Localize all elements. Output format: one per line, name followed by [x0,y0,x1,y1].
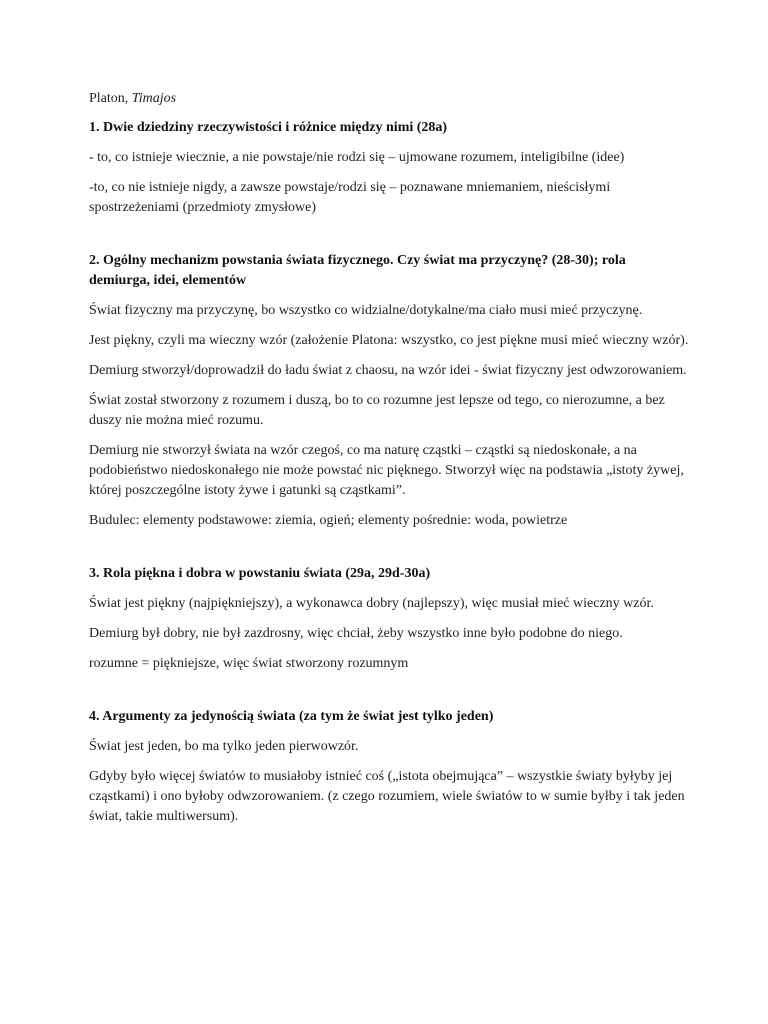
section-3 [89,564,689,674]
paragraph: Demiurg był dobry, nie był zazdrosny, więc chciał, żeby wszystko inne było podobne do niego. [89,626,623,641]
paragraph: Świat jest jeden, bo ma tylko jeden pierwowzór. [89,739,359,754]
paragraph: Budulec: elementy podstawowe: ziemia, ogień; elementy pośrednie: woda, powietrze [89,513,568,528]
section-4 [89,707,689,827]
paragraph: Demiurg stworzył/doprowadził do ładu świat z chaosu, na wzór idei - świat fizyczny jest odwzorowaniem. [89,363,687,378]
paragraph: Demiurg nie stworzył świata na wzór czegoś, co ma naturę cząstki – cząstki są niedoskonałe, a na podobieństwo niedoskonałego nie może powstać nic pięknego. Stworzył więc na podstawia „istoty żywej, której poszczególne istoty żywe i gatunki są cząstkami”. [89,443,684,498]
section-heading: 4. Argumenty za jedynością świata (za tym że świat jest tylko jeden) [89,709,494,724]
section-2 [89,251,689,531]
section-heading: 2. Ogólny mechanizm powstania świata fizycznego. Czy świat ma przyczynę? (28-30); rola demiurga, idei, elementów [89,253,626,288]
paragraph: rozumne = piękniejsze, więc świat stworzony rozumnym [89,656,409,671]
paragraph: Świat został stworzony z rozumem i duszą, bo to co rozumne jest lepsze od tego, co nierozumne, a bez duszy nie można mieć rozumu. [89,393,665,428]
section-1 [89,118,689,218]
paragraph: Gdyby było więcej światów to musiałoby istnieć coś („istota obejmująca” – wszystkie światy byłyby jej cząstkami) i ono byłoby odwzorowaniem. (z czego rozumiem, wiele światów to w sumie byłby i tak jeden świat, takie multiwersum). [89,769,685,824]
paragraph: -to, co nie istnieje nigdy, a zawsze powstaje/rodzi się – poznawane mniemaniem, nieścisłymi spostrzeżeniami (przedmioty zmysłowe) [89,180,611,215]
paragraph: Świat jest piękny (najpiękniejszy), a wykonawca dobry (najlepszy), więc musiał mieć wieczny wzór. [89,596,654,611]
section-heading: 1. Dwie dziedziny rzeczywistości i różnice między nimi (28a) [89,120,448,135]
paragraph: Świat fizyczny ma przyczynę, bo wszystko co widzialne/dotykalne/ma ciało musi mieć przyczynę. [89,303,643,318]
document-body [89,89,689,837]
author-name: Platon, [89,91,129,106]
paragraph: Jest piękny, czyli ma wieczny wzór (założenie Platona: wszystko, co jest piękne musi mieć wieczny wzór). [89,333,689,348]
work-title: Timajos [131,91,177,106]
section-heading: 3. Rola piękna i dobra w powstaniu świata (29a, 29d-30a) [89,566,431,581]
document-title [89,89,689,109]
paragraph: - to, co istnieje wiecznie, a nie powstaje/nie rodzi się – ujmowane rozumem, inteligibilne (idee) [89,150,625,165]
